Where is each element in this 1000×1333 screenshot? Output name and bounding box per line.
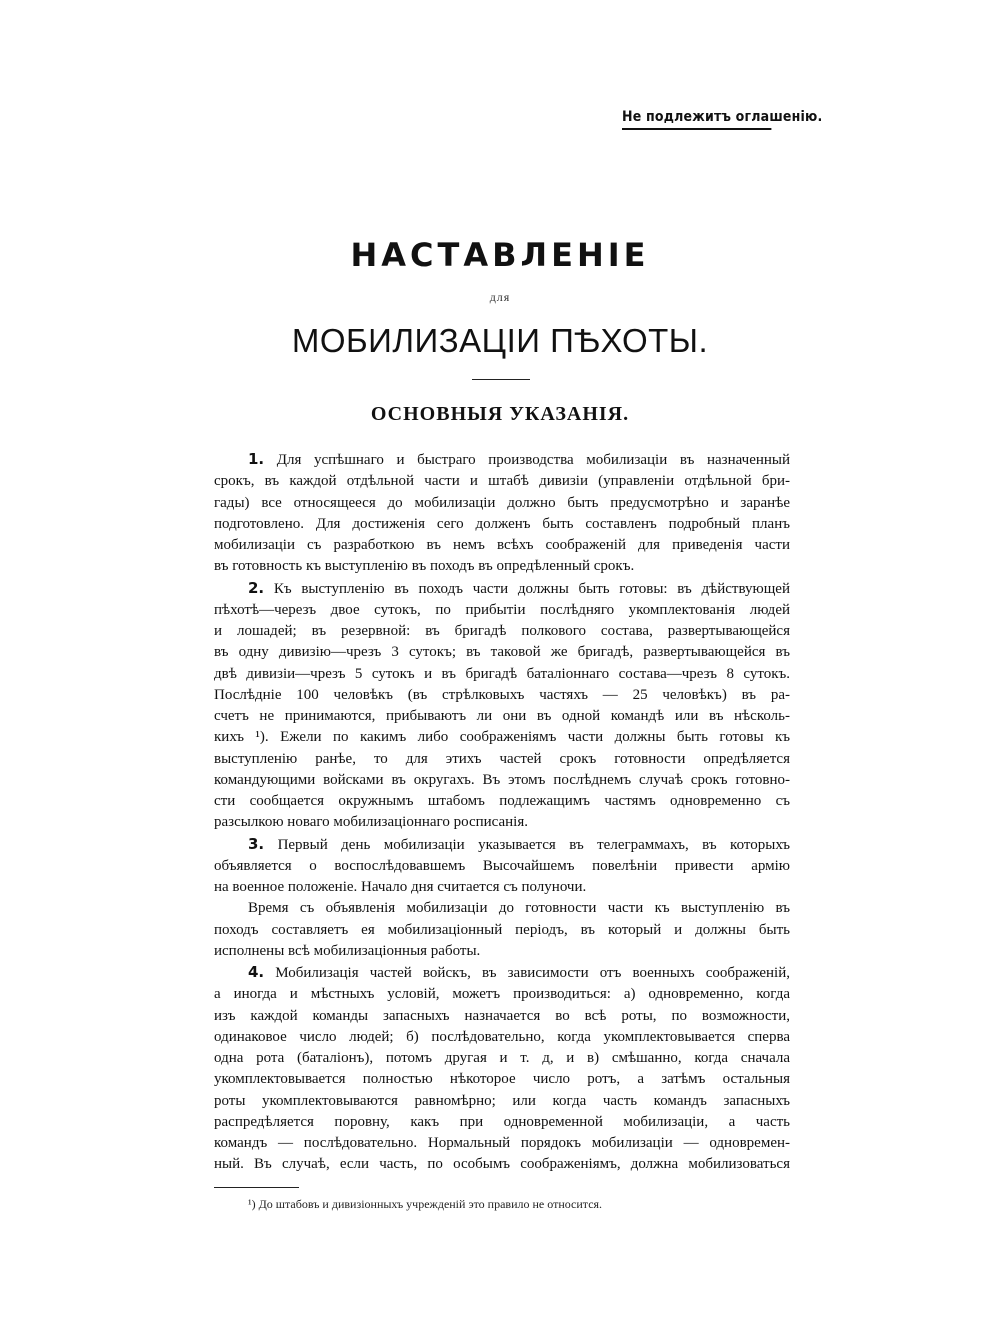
footnote: ¹) До штабовъ и дивизіонныхъ учрежденій это правило не относится.: [248, 1197, 603, 1211]
text-line: выступленію ранѣе, то для этихъ частей срокъ готовности опредѣляется: [214, 750, 790, 767]
text-line: исполнены всѣ мобилизаціонныя работы.: [214, 942, 481, 959]
text-line: разсылкою новаго мобилизаціоннаго росписанія.: [214, 814, 528, 831]
title-divider: [472, 379, 530, 380]
text-line: роты укомплектовываются равномѣрно; или когда часть командъ запасныхъ: [214, 1092, 790, 1109]
paragraph-number: 3.: [248, 834, 265, 853]
text-line: командъ — послѣдовательно. Нормальный порядокъ мобилизаціи — одновремен-: [214, 1135, 790, 1151]
text-line: мобилизаціи съ разработкою въ немъ всѣхъ соображеній для приведенія части: [214, 537, 790, 553]
footnote-divider: [214, 1187, 299, 1188]
text-line: счетъ не принимаются, прибываютъ ли они въ одной командѣ или въ нѣсколь-: [214, 708, 790, 724]
text-line: укомплектовывается полностью нѣкоторое число ротъ, а затѣмъ остальныя: [214, 1071, 790, 1088]
text-line: пѣхотѣ—черезъ двое сутокъ, по прибытіи послѣдняго укомплектованія людей: [214, 601, 790, 618]
text-line: 3. Первый день мобилизаціи указывается въ телеграммахъ, въ которыхъ: [248, 834, 790, 853]
text-line: изъ каждой команды запасныхъ назначается во всѣ роты, по возможности,: [214, 1007, 790, 1024]
text-line: командующими войсками въ округахъ. Въ этомъ послѣднемъ случаѣ срокъ готовно-: [214, 771, 790, 788]
text-line: одинаковое число людей; б) послѣдовательно, когда укомплектовывается сперва: [214, 1028, 790, 1045]
text-line: а иногда и мѣстныхъ условій, можетъ производиться: а) одновременно, когда: [214, 986, 790, 1003]
text-line: двѣ дивизіи—чрезъ 5 сутокъ и въ бригадѣ баталіоннаго состава—чрезъ 8 сутокъ.: [214, 665, 790, 682]
paragraph-number: 1.: [248, 450, 265, 468]
restriction-stamp: Не подлежитъ оглашенію.: [622, 109, 771, 130]
text-line: въ готовность къ выступленію въ походъ въ опредѣленный срокъ.: [214, 558, 635, 575]
text-line: 2. Къ выступленію въ походъ части должны быть готовы: въ дѣйствующей: [248, 578, 790, 597]
paragraph-number: 2.: [248, 578, 265, 597]
text-line: и лошадей; въ резервной: въ бригадѣ полкового состава, развертывающейся: [214, 623, 790, 639]
text-line: сти сообщается окружнымъ штабомъ подлежащимъ частямъ одновременно съ: [214, 793, 790, 809]
text-line: распредѣляется поровну, какъ при одновременной мобилизаціи, а часть: [214, 1113, 790, 1130]
text-line: въ одну дивизію—чрезъ 3 сутокъ; въ таковой же бригадѣ, развертывающейся въ: [214, 644, 790, 661]
text-line: походъ составляетъ ея мобилизаціонный періодъ, въ который и должны быть: [214, 921, 790, 938]
text-line: Время съ объявленія мобилизаціи до готовности части къ выступленію въ: [248, 900, 790, 917]
text-line: Послѣдніе 100 человѣкъ (въ стрѣлковыхъ частяхъ — 25 человѣкъ) въ ра-: [214, 686, 790, 703]
text-line: кихъ ¹). Ежели по какимъ либо соображеніямъ части должны быть готовы къ: [214, 729, 790, 746]
body-text: [214, 449, 790, 1176]
document-title: НАСТАВЛЕНІЕ: [350, 236, 650, 274]
text-line: срокъ, въ каждой отдѣльной части и штабѣ дивизіи (управленіи отдѣльной бри-: [214, 473, 790, 490]
text-line: подготовлено. Для достиженія сего долженъ быть составленъ подробный планъ: [214, 515, 790, 532]
text-line: одна рота (баталіонъ), потомъ другая и т. д, и в) смѣшанно, когда сначала: [214, 1050, 790, 1066]
title-preposition: для: [489, 290, 511, 304]
text-line: 1. Для успѣшнаго и быстраго производства мобилизаціи въ назначенный: [248, 450, 790, 468]
paragraph-number: 4.: [248, 963, 265, 981]
section-title: ОСНОВНЫЯ УКАЗАНІЯ.: [370, 403, 630, 425]
text-line: ный. Въ случаѣ, если часть, по особымъ соображеніямъ, должна мобилизоваться: [214, 1156, 790, 1173]
text-line: 4. Мобилизація частей войскъ, въ зависимости отъ военныхъ соображеній,: [248, 963, 790, 981]
text-line: объявляется о воспослѣдовавшемъ Высочайшемъ повелѣніи привести армію: [214, 857, 790, 874]
text-line: гады) все относящееся до мобилизаціи должно быть предусмотрѣно и заранѣе: [214, 494, 790, 511]
text-line: на военное положеніе. Начало дня считается съ полуночи.: [214, 879, 587, 895]
document-subtitle: МОБИЛИЗАЦІИ ПѢХОТЫ.: [291, 322, 709, 359]
